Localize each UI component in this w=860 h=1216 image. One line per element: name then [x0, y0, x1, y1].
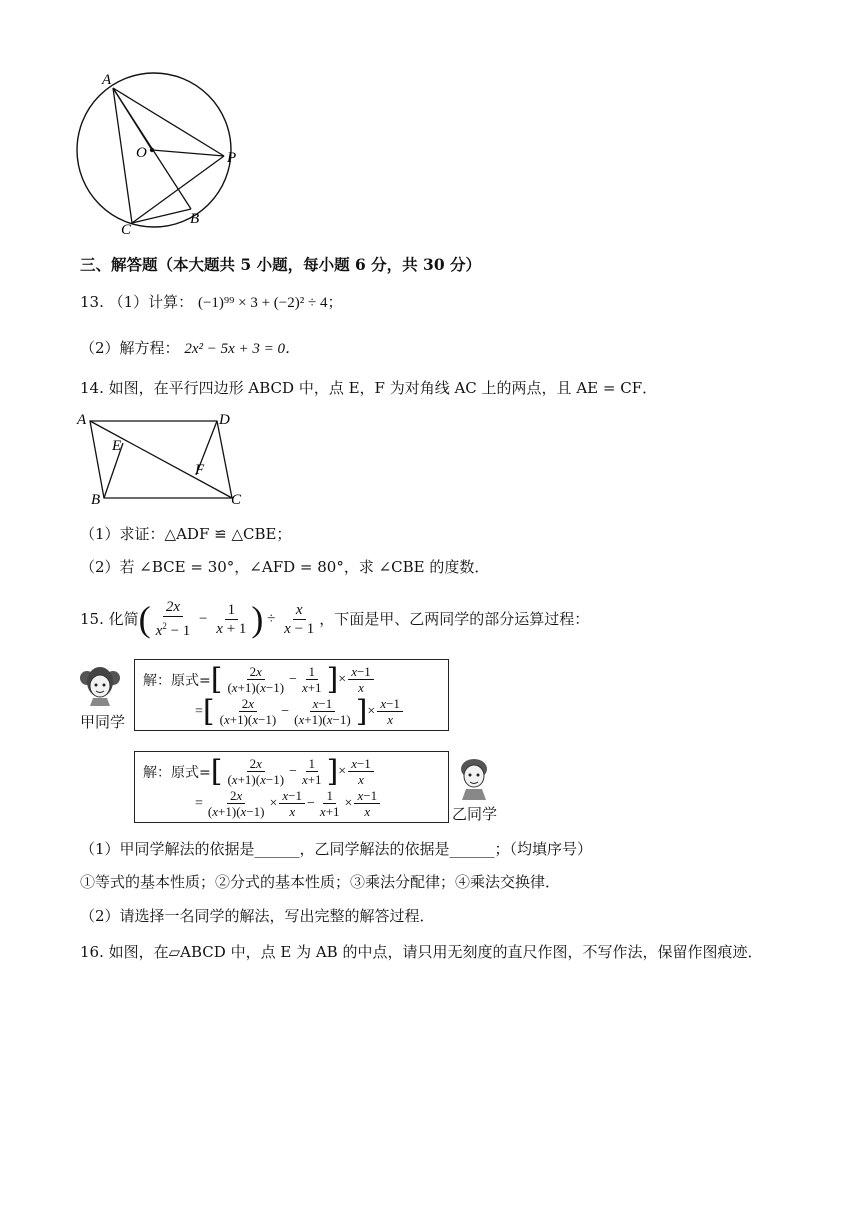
circle-figure — [70, 68, 270, 238]
q14-stem-text: 如图，在平行四边形 ABCD 中，点 E，F 为对角线 AC 上的两点，且 AE = CF． — [108, 379, 658, 397]
fig14-label-F: F — [195, 462, 205, 478]
fig14-label-C: C — [231, 492, 242, 508]
student-b-avatar-icon — [454, 753, 494, 801]
student-b-solution-box: 解：原式= [ $\frac{2x}{(x+1)(x-1)}$ − $\frac{1}{x+1}$ ] × $\frac{x-1}{x}$ = $\frac{2x}{(x+1)(x-1)}$ × $\frac{x-1}{x}$ − $\frac{1}{x+1}$ × $\frac{x-1}{x}$ — [134, 751, 449, 823]
q16-stem — [80, 942, 762, 962]
q15-tail: ，下面是甲、乙两同学的部分运算过程： — [319, 610, 590, 628]
q13-part2-expr: 2x² − 5x + 3 = 0． — [184, 341, 301, 357]
parallelogram-figure — [74, 408, 254, 508]
q13-part2-label: （2）解方程： — [80, 339, 180, 357]
q13-part1-label: （1）计算： — [108, 293, 194, 311]
q13-part1 — [80, 292, 342, 313]
section-header: 三、解答题（本大题共 5 小题，每小题 6 分，共 30 分） — [80, 255, 482, 274]
q15-lead: 化简 — [108, 610, 139, 628]
label-B: B — [190, 211, 200, 227]
q14-part2: （2）若 ∠BCE = 30°，∠AFD = 80°，求 ∠CBE 的度数． — [80, 558, 490, 576]
label-O: O — [136, 145, 147, 161]
fig14-label-B: B — [91, 492, 101, 508]
q14-number: 14. — [80, 379, 104, 397]
q15-part2: （2）请选择一名同学的解法，写出完整的解答过程． — [80, 907, 435, 925]
q16-number: 16. — [80, 943, 104, 961]
student-b-label: 乙同学 — [452, 805, 498, 823]
q15-number: 15. — [80, 610, 104, 628]
q14-part1: （1）求证：△ADF ≌ △CBE； — [80, 525, 292, 543]
label-C: C — [121, 222, 132, 238]
label-A: A — [102, 72, 112, 88]
sol-b-prefix: 解：原式= — [143, 764, 211, 781]
label-P: P — [227, 150, 237, 166]
q15-options: ①等式的基本性质；②分式的基本性质；③乘法分配律；④乘法交换律． — [80, 873, 561, 891]
q13-part1-expr: (−1)⁹⁹ × 3 + (−2)² ÷ 4； — [197, 295, 343, 311]
fig14-label-A: A — [77, 412, 87, 428]
q13-part2 — [80, 338, 300, 359]
q15-frac-2: $\frac{1}{x + 1}$ — [216, 601, 247, 637]
fig14-label-D: D — [219, 412, 230, 428]
q15-stem: 15. 化简 ( $\frac{2x}{x^2 - 1}$ − $\frac{1}{x + 1}$ ) ÷ $\frac{x}{x - 1}$ ，下面是甲、乙两同学的部分运算过程： — [80, 599, 590, 639]
q15-frac-1: $\frac{2x}{x^2 - 1}$ — [155, 599, 191, 639]
sol-a-prefix: 解：原式= — [143, 672, 211, 689]
q14-stem — [80, 378, 657, 398]
fig14-label-E: E — [112, 438, 122, 454]
student-a-label: 甲同学 — [80, 713, 126, 731]
q13-number: 13. — [80, 293, 104, 311]
q15-part1: （1）甲同学解法的依据是______，乙同学解法的依据是______；（均填序号） — [80, 840, 593, 858]
student-a-avatar-icon — [78, 660, 122, 708]
q16-stem-text: 如图，在▱ABCD 中，点 E 为 AB 的中点，请只用无刻度的直尺作图，不写作法，保留作图痕迹． — [108, 943, 763, 961]
q15-frac-3: $\frac{x}{x - 1}$ — [284, 601, 315, 637]
student-a-solution-box: 解：原式= [ $\frac{2x}{(x+1)(x-1)}$ − $\frac{1}{x+1}$ ] × $\frac{x-1}{x}$ = [ $\frac{2x}{(x+1)(x-1)}$ − $\frac{x-1}{(x+1)(x-1)}$ ] × $\frac{x-1}{x}$ — [134, 659, 449, 731]
